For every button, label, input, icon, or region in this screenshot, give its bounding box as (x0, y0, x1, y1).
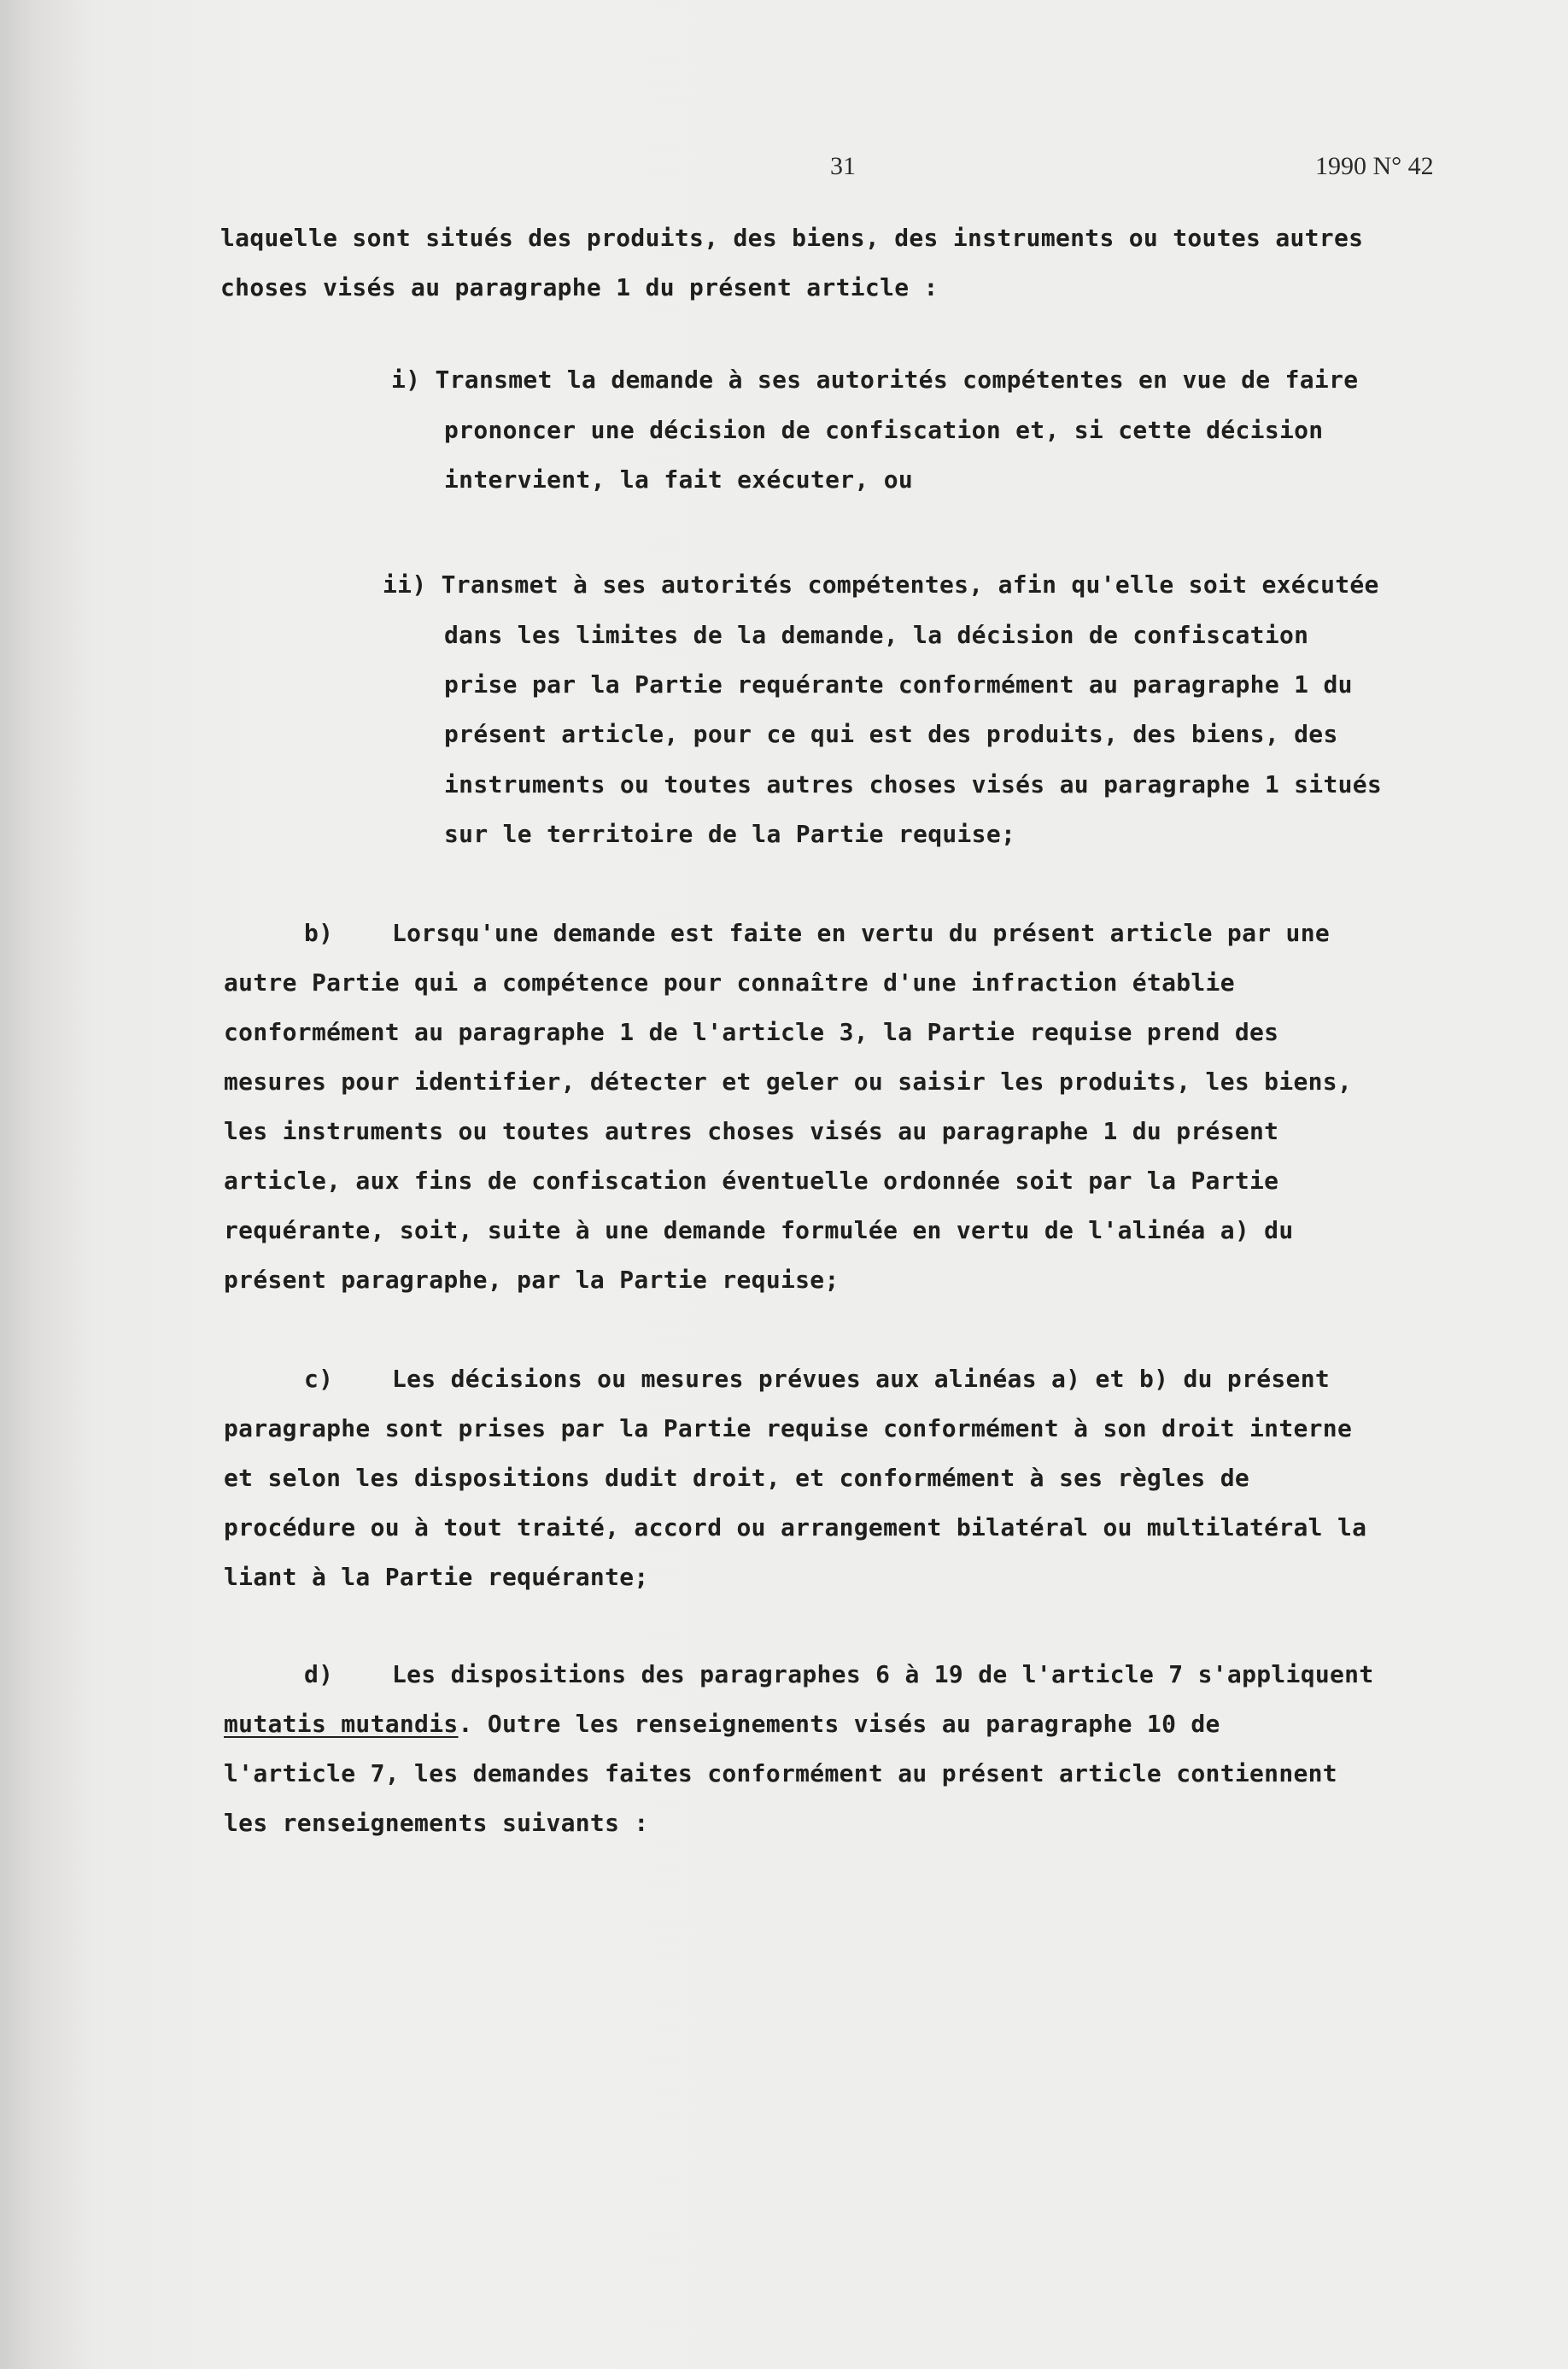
page-number: 31 (830, 152, 856, 180)
text-line-mixed (224, 1710, 1220, 1738)
text-line: choses visés au paragraphe 1 du présent article : (220, 273, 939, 301)
text-line: intervient, la fait exécuter, ou (444, 465, 914, 494)
text-line: dans les limites de la demande, la décision de confiscation (444, 621, 1309, 649)
text-line: autre Partie qui a compétence pour connaître d'une infraction établie (224, 968, 1235, 997)
text-line: mesures pour identifier, détecter et geler ou saisir les produits, les biens, (224, 1068, 1353, 1096)
text-line: procédure ou à tout traité, accord ou arrangement bilatéral ou multilatéral la (224, 1513, 1367, 1541)
text-line: article, aux fins de confiscation éventuelle ordonnée soit par la Partie (224, 1167, 1279, 1195)
text-line: liant à la Partie requérante; (224, 1563, 649, 1591)
text-line: les renseignements suivants : (224, 1809, 649, 1837)
text-line: d) Les dispositions des paragraphes 6 à 19 de l'article 7 s'appliquent (304, 1660, 1374, 1688)
text-line: présent article, pour ce qui est des produits, des biens, des (444, 720, 1338, 748)
text-line: présent paragraphe, par la Partie requise; (224, 1266, 840, 1294)
text-line: i) Transmet la demande à ses autorités compétentes en vue de faire (391, 366, 1359, 394)
text-run: . Outre les renseignements visés au paragraphe 10 de (458, 1710, 1220, 1738)
text-line: l'article 7, les demandes faites conformément au présent article contiennent (224, 1759, 1337, 1787)
text-line: ii) Transmet à ses autorités compétentes, afin qu'elle soit exécutée (383, 570, 1379, 599)
text-line: b) Lorsqu'une demande est faite en vertu du présent article par une (304, 919, 1331, 947)
text-line: conformément au paragraphe 1 de l'article 3, la Partie requise prend des (224, 1018, 1279, 1046)
document-reference: 1990 N° 42 (1315, 152, 1434, 180)
text-line: laquelle sont situés des produits, des biens, des instruments ou toutes autres (220, 224, 1364, 252)
text-line: les instruments ou toutes autres choses visés au paragraphe 1 du présent (224, 1117, 1279, 1145)
text-line: requérante, soit, suite à une demande formulée en vertu de l'alinéa a) du (224, 1216, 1294, 1244)
text-line: prise par la Partie requérante conformément au paragraphe 1 du (444, 670, 1353, 699)
underlined-term: mutatis mutandis (224, 1710, 459, 1738)
text-line: sur le territoire de la Partie requise; (444, 820, 1016, 848)
text-line: paragraphe sont prises par la Partie requise conformément à son droit interne (224, 1414, 1353, 1442)
text-line: c) Les décisions ou mesures prévues aux alinéas a) et b) du présent (304, 1365, 1331, 1393)
text-line: prononcer une décision de confiscation et, si cette décision (444, 416, 1324, 444)
text-line: et selon les dispositions dudit droit, et conformément à ses règles de (224, 1464, 1250, 1492)
text-line: instruments ou toutes autres choses visés au paragraphe 1 situés (444, 770, 1383, 798)
